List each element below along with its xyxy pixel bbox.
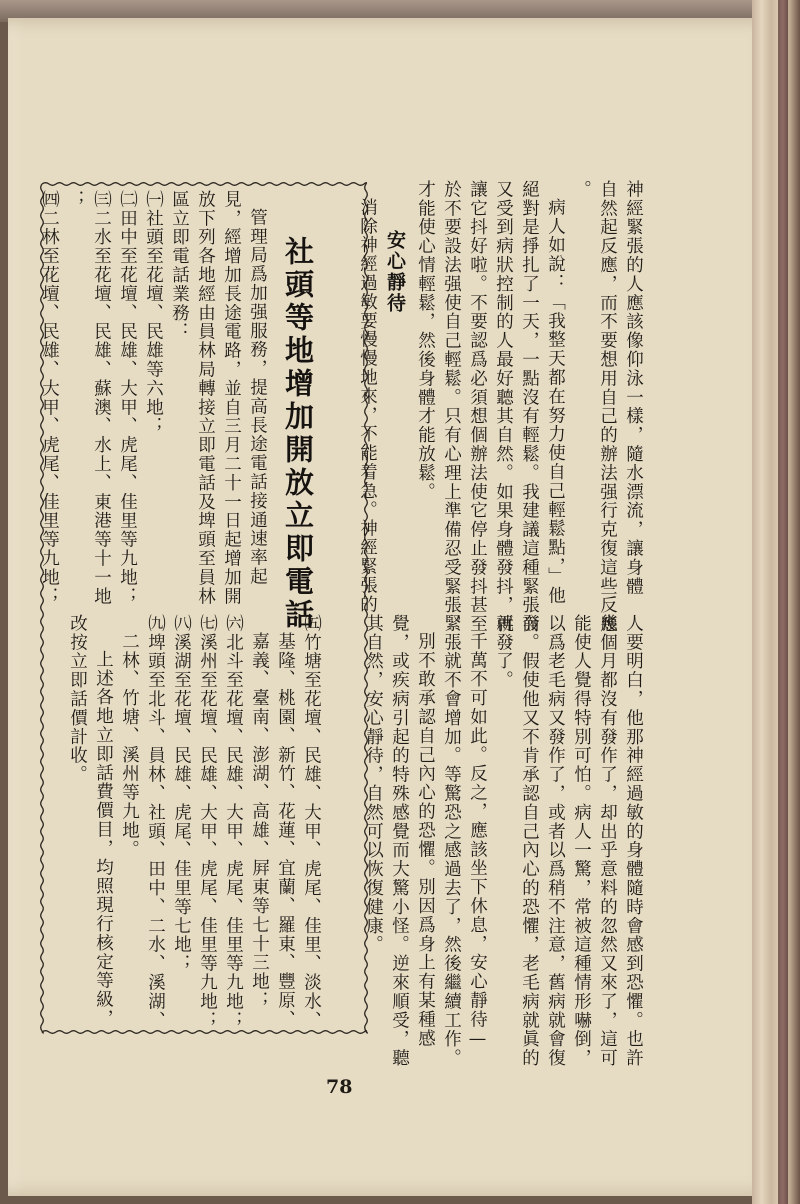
text-column: 於不要設法强使自己輕鬆。只有心理上準備忍受緊張， — [441, 180, 462, 634]
notice-list-item: ㈧溪湖至花壇、民雄、虎尾、佳里等七地； — [171, 614, 192, 974]
text-column: 幾個月都沒有發作了，却出乎意料的忽然又來了，這可 — [597, 614, 618, 1068]
notice-text-column: 改按立即話價計收。 — [67, 614, 88, 785]
notice-list-item: ㈥北斗至花壇、民雄、大甲、虎尾、佳里等九地； — [223, 614, 244, 1030]
notice-text-column: 見，經增加長途電路，並自三月二十一日起增加開 — [221, 190, 242, 606]
text-column: 神經緊張的人應該像仰泳一樣，隨水漂流，讓身體 — [623, 180, 644, 596]
text-column: 人要明白，他那神經過敏的身體隨時會感到恐懼。也許 — [623, 614, 644, 1068]
text-column: 再發了。 — [493, 614, 514, 690]
book-binding — [778, 0, 788, 1204]
text-column: 。 — [571, 180, 592, 199]
notice-list-item: ㈦溪州至花壇、民雄、大甲、虎尾、佳里等九地； — [197, 614, 218, 1030]
notice-text-column: 區立即電話業務： — [169, 190, 190, 342]
notice-list-item: ㈤竹塘至花壇、民雄、大甲、虎尾、佳里、淡水、 — [301, 614, 322, 1030]
text-column: 消除神經過敏要慢慢地來，不能着急。神經緊張的 — [357, 198, 378, 614]
text-column: 自然起反應，而不要想用自己的辦法强行克復這些反應 — [597, 180, 618, 634]
notice-text-column: 管理局爲加强服務，提高長途電話接通速率起 — [247, 208, 268, 586]
text-column: 以爲老毛病又發作了，或者以爲稍不注意，舊病就會復 — [545, 614, 566, 1068]
page-number: 78 — [326, 1076, 353, 1098]
section-subheading: 安心靜待 — [384, 230, 406, 314]
notice-list-item: ㈢二水至花壇、民雄、蘇澳、水上、東港等十一地 — [91, 190, 112, 606]
text-column: 千萬不可如此。反之，應該坐下休息，安心靜待— — [467, 632, 488, 1051]
notice-list-item: 嘉義、臺南、澎湖、高雄、屛東等七十三地； — [249, 632, 270, 1010]
notice-list-item: ㈣二林至花壇、民雄、大甲、虎尾、佳里等九地； — [39, 190, 60, 606]
notice-title: 社頭等地增加開放立即電話 — [281, 236, 315, 632]
text-column: 讓它抖好啦。不要認爲必須想個辦法使它停止發抖甚至 — [467, 180, 488, 634]
text-column: 能使人覺得特別可怕。病人一驚，常被這種情形嚇倒， — [571, 614, 592, 1068]
book-page — [8, 18, 778, 1196]
text-column: 發。假使他又不肯承認自己內心的恐懼，老毛病就眞的 — [519, 614, 540, 1068]
text-column: 其自然，安心靜待，自然可以恢復健康。 — [363, 614, 384, 955]
text-column: 絕對是掙扎了一天，一點沒有輕鬆。我建議這種緊張而 — [519, 180, 540, 634]
notice-text-column: 上述各地立即話費價目，均照現行核定等級， — [93, 650, 114, 1028]
text-column: 緊張就不會增加。等驚恐之感過去了，然後繼續工作。 — [441, 614, 462, 1068]
notice-list-item: ； — [65, 190, 86, 209]
notice-list-item: 二林、竹塘、溪州等九地。 — [119, 632, 140, 859]
notice-list-item: ㈡田中至花壇、民雄、大甲、虎尾、佳里等九地； — [117, 190, 138, 606]
text-column: 病人如說：「我整天都在努力使自己輕鬆點，」他 — [545, 198, 566, 606]
book-board-right — [752, 0, 800, 1204]
text-column: 才能使心情輕鬆，然後身體才能放鬆。 — [415, 180, 436, 502]
notice-list-item: ㈠社頭至花壇、民雄等六地； — [143, 190, 164, 436]
text-column: 覺，或疾病引起的特殊感覺而大驚小怪。逆來順受，聽 — [389, 614, 410, 1068]
notice-text-column: 放下列各地經由員林局轉接立即電話及埤頭至員林 — [195, 190, 216, 606]
notice-list-item: 基隆、桃園、新竹、花蓮、宜蘭、羅東、豐原、 — [275, 632, 296, 1029]
text-column: 別不敢承認自己內心的恐懼。別因爲身上有某種感 — [415, 632, 436, 1048]
notice-list-item: ㈨埤頭至北斗、員林、社頭、田中、二水、溪湖、 — [145, 614, 166, 1030]
text-column: 又受到病狀控制的人最好聽其自然。如果身體發抖，就 — [493, 180, 514, 634]
